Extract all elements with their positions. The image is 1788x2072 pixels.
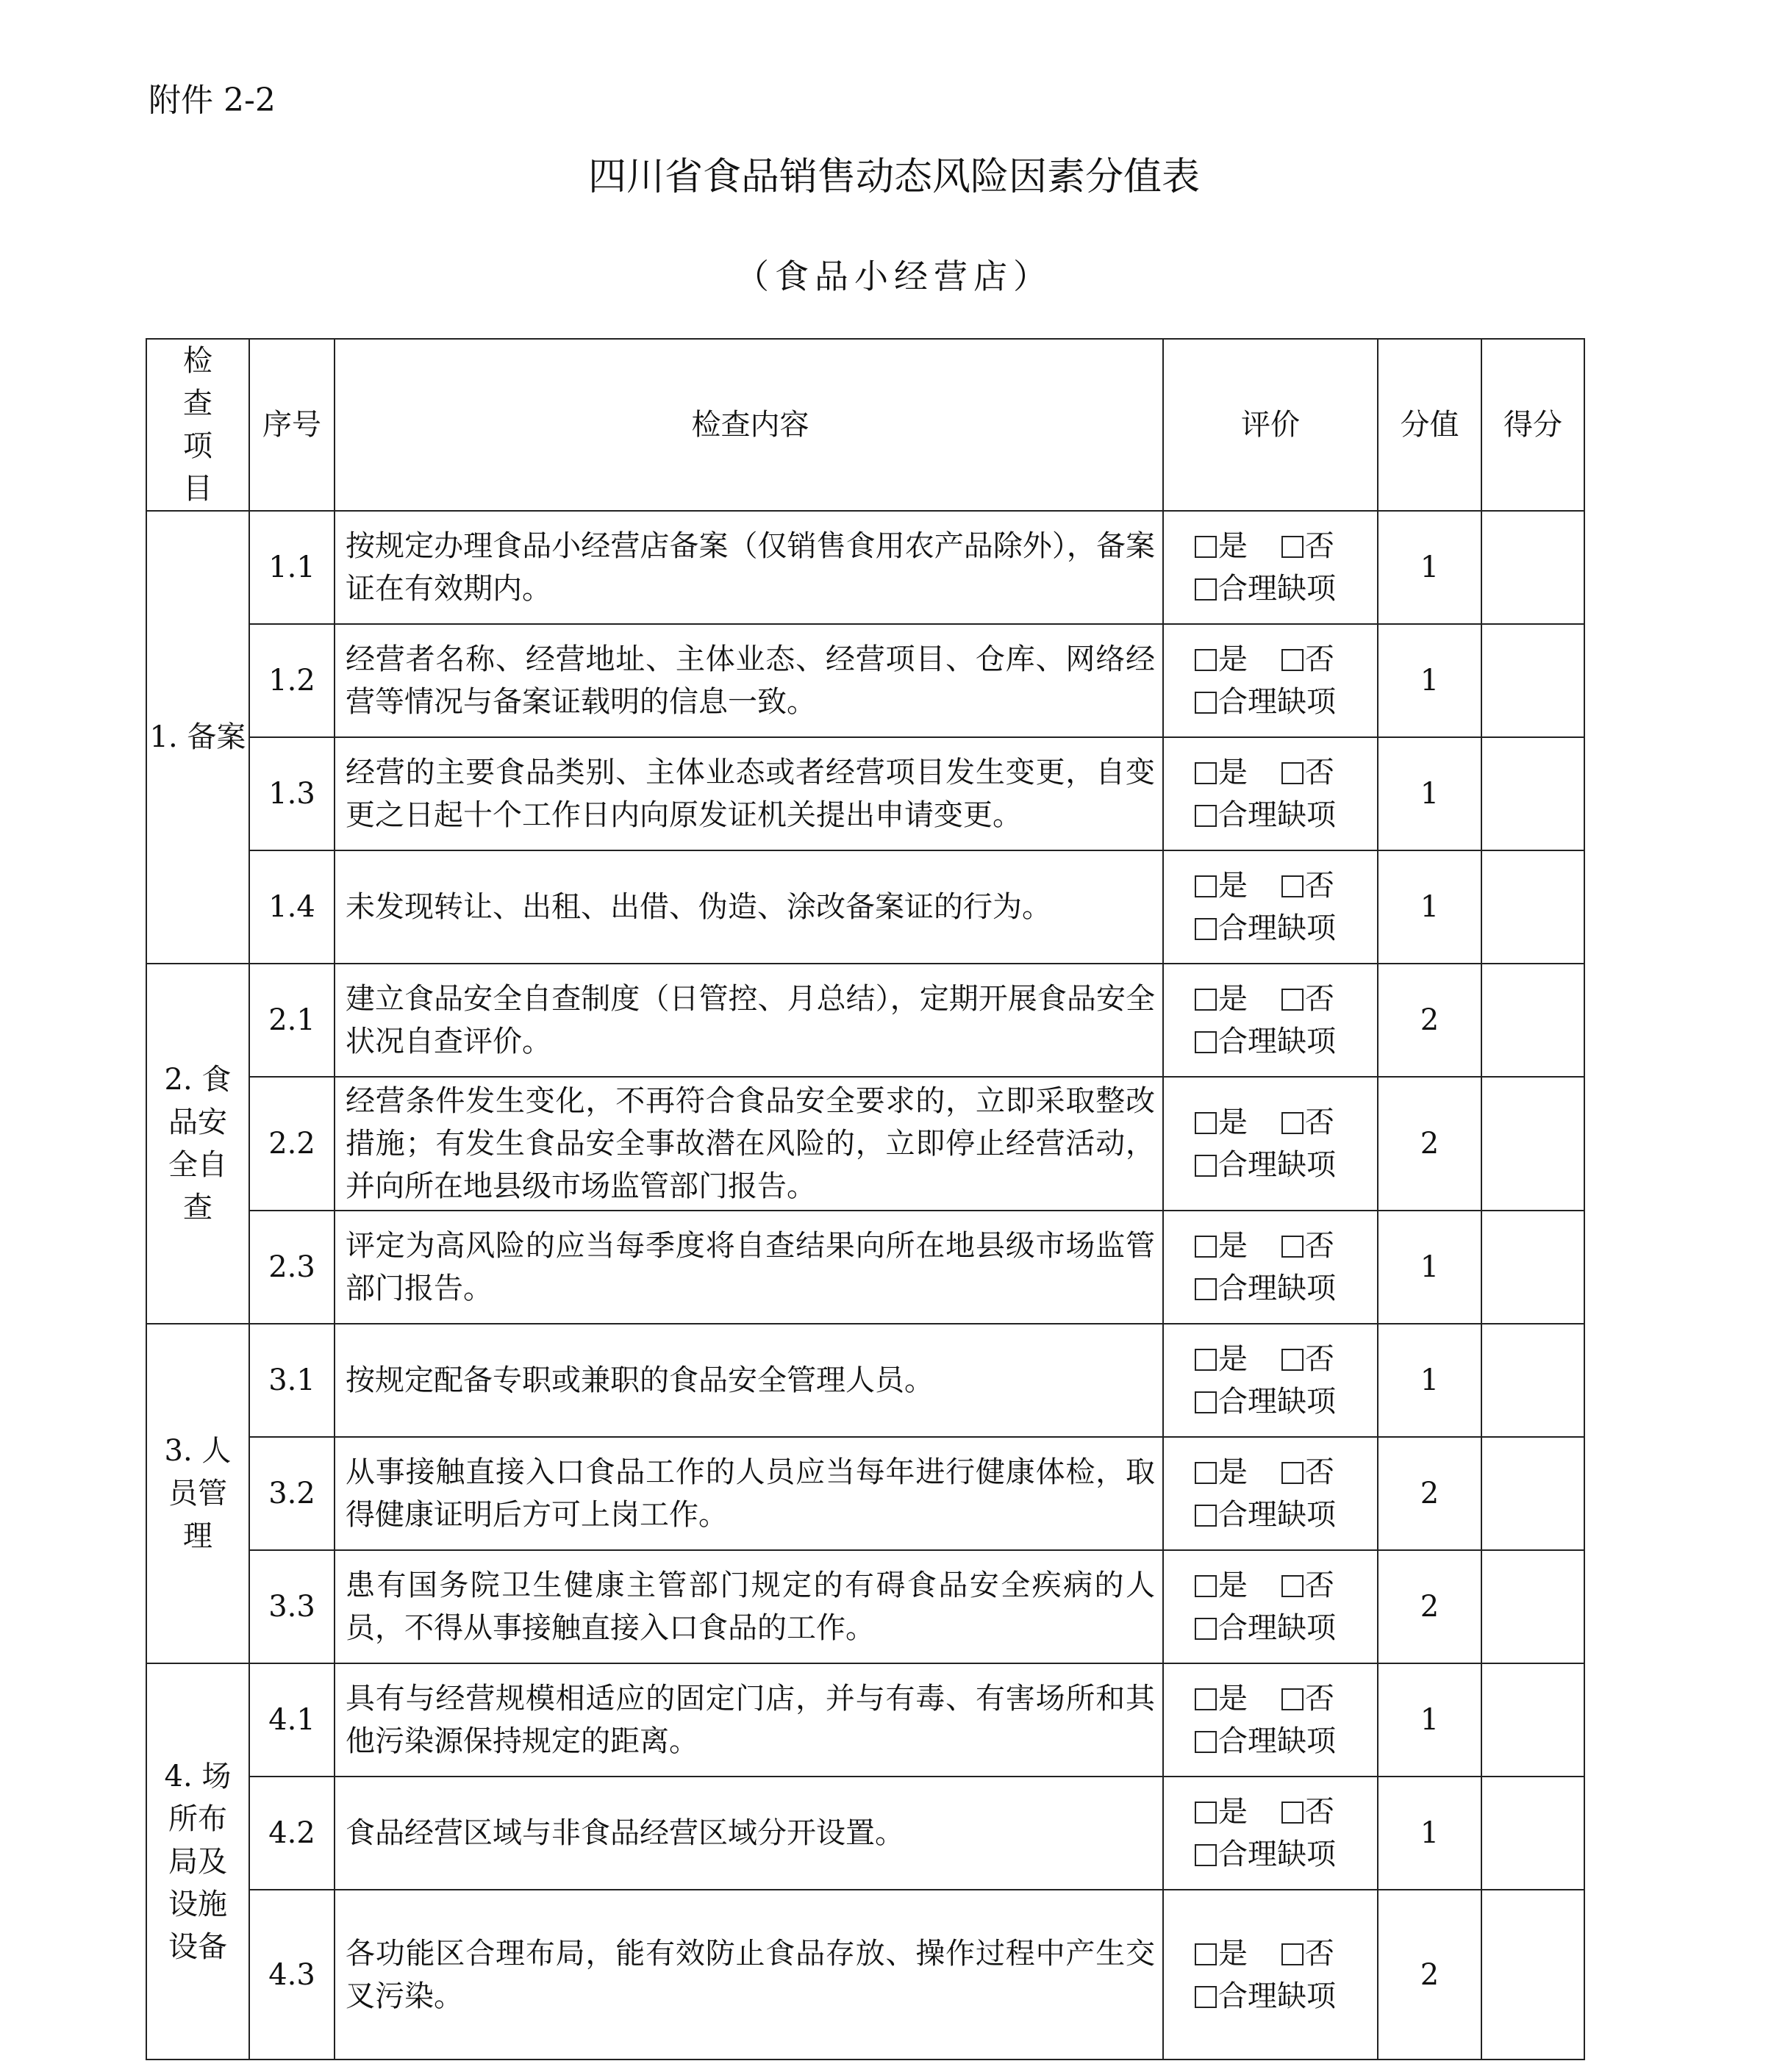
row-content: 患有国务院卫生健康主管部门规定的有碍食品安全疾病的人员，不得从事接触直接入口食品的工作。: [335, 1550, 1163, 1663]
not-applicable-checkbox[interactable]: [1195, 918, 1217, 940]
row-score: 2: [1378, 1890, 1481, 2060]
row-score: 1: [1378, 511, 1481, 624]
no-label: 否: [1305, 529, 1334, 563]
evaluation-cell: [1163, 850, 1378, 964]
evaluation-cell: [1163, 737, 1378, 850]
no-checkbox[interactable]: [1281, 1802, 1304, 1824]
row-score: 2: [1378, 964, 1481, 1077]
row-score: 1: [1378, 1663, 1481, 1777]
row-content: 建立食品安全自查制度（日管控、月总结），定期开展食品安全状况自查评价。: [335, 964, 1163, 1077]
col-header-item: 检查项目: [146, 339, 249, 511]
no-label: 否: [1305, 1569, 1334, 1602]
evaluation-cell: [1163, 1890, 1378, 2060]
evaluation-cell: [1163, 1211, 1378, 1324]
evaluation-cell: [1163, 1550, 1378, 1663]
no-checkbox[interactable]: [1281, 1943, 1304, 1965]
no-label: 否: [1305, 1455, 1334, 1489]
yes-label: 是: [1218, 982, 1248, 1016]
no-label: 否: [1305, 982, 1334, 1016]
row-score: 2: [1378, 1550, 1481, 1663]
row-seq: 4.1: [249, 1663, 335, 1777]
evaluation-cell: [1163, 1663, 1378, 1777]
row-score: 2: [1378, 1077, 1481, 1211]
yes-checkbox[interactable]: [1195, 1943, 1217, 1965]
row-seq: 1.2: [249, 624, 335, 737]
row-seq: 2.2: [249, 1077, 335, 1211]
yes-label: 是: [1218, 1936, 1248, 1971]
col-header-got: 得分: [1481, 339, 1584, 511]
table-row: [146, 1211, 1584, 1324]
yes-checkbox[interactable]: [1195, 1462, 1217, 1484]
no-checkbox[interactable]: [1281, 1349, 1304, 1371]
evaluation-cell: [1163, 1777, 1378, 1890]
score-obtained-cell[interactable]: [1481, 1777, 1584, 1890]
yes-label: 是: [1218, 529, 1248, 563]
page-subtitle: （食品小经营店）: [735, 257, 1053, 296]
evaluation-cell: [1163, 1077, 1378, 1211]
table-row: [146, 1890, 1584, 2060]
evaluation-cell: [1163, 1437, 1378, 1550]
not-applicable-checkbox[interactable]: [1195, 1986, 1217, 2008]
not-applicable-checkbox[interactable]: [1195, 1505, 1217, 1527]
not-applicable-checkbox[interactable]: [1195, 1278, 1217, 1300]
table-row: [146, 1663, 1584, 1777]
row-score: 1: [1378, 737, 1481, 850]
table-row: [146, 1077, 1584, 1211]
attachment-label: 附件 2-2: [149, 82, 276, 119]
yes-checkbox[interactable]: [1195, 536, 1217, 558]
evaluation-cell: [1163, 964, 1378, 1077]
table-body: [146, 511, 1584, 2060]
group-name: 3. 人员管理: [164, 1434, 232, 1553]
group-name: 2. 食品安全自查: [164, 1063, 232, 1225]
not-applicable-checkbox[interactable]: [1195, 578, 1217, 601]
score-obtained-cell[interactable]: [1481, 1437, 1584, 1550]
yes-label: 是: [1218, 1569, 1248, 1602]
not-applicable-label: 合理缺项: [1218, 1611, 1336, 1645]
row-score: 1: [1378, 624, 1481, 737]
row-seq: 2.1: [249, 964, 335, 1077]
row-seq: 1.4: [249, 850, 335, 964]
score-obtained-cell[interactable]: [1481, 1663, 1584, 1777]
not-applicable-checkbox[interactable]: [1195, 692, 1217, 714]
not-applicable-label: 合理缺项: [1218, 1272, 1336, 1305]
yes-checkbox[interactable]: [1195, 1575, 1217, 1597]
no-checkbox[interactable]: [1281, 1462, 1304, 1484]
not-applicable-label: 合理缺项: [1218, 685, 1336, 719]
yes-checkbox[interactable]: [1195, 1112, 1217, 1134]
score-obtained-cell[interactable]: [1481, 1077, 1584, 1211]
evaluation-cell: [1163, 1324, 1378, 1437]
score-obtained-cell[interactable]: [1481, 964, 1584, 1077]
row-seq: 3.3: [249, 1550, 335, 1663]
table-row: [146, 964, 1584, 1077]
group-name: 1. 备案: [149, 720, 246, 754]
evaluation-cell: [1163, 511, 1378, 624]
yes-checkbox[interactable]: [1195, 875, 1217, 897]
score-obtained-cell[interactable]: [1481, 624, 1584, 737]
row-content: 经营的主要食品类别、主体业态或者经营项目发生变更，自变更之日起十个工作日内向原发证机关提出申请变更。: [335, 737, 1163, 850]
yes-checkbox[interactable]: [1195, 1802, 1217, 1824]
yes-label: 是: [1218, 642, 1248, 676]
group-name: 4. 场所布局及设施设备: [164, 1759, 232, 1964]
no-checkbox[interactable]: [1281, 762, 1304, 784]
col-header-eval: 评价: [1163, 339, 1378, 511]
no-checkbox[interactable]: [1281, 1575, 1304, 1597]
no-checkbox[interactable]: [1281, 989, 1304, 1011]
risk-score-table: [146, 338, 1585, 2060]
table-row: [146, 511, 1584, 624]
row-seq: 3.2: [249, 1437, 335, 1550]
no-label: 否: [1305, 1229, 1334, 1263]
not-applicable-label: 合理缺项: [1218, 1385, 1336, 1419]
yes-label: 是: [1218, 1105, 1248, 1139]
yes-label: 是: [1218, 869, 1248, 903]
not-applicable-checkbox[interactable]: [1195, 1844, 1217, 1866]
table-row: [146, 737, 1584, 850]
table-row: [146, 1550, 1584, 1663]
score-obtained-cell[interactable]: [1481, 1211, 1584, 1324]
row-score: 1: [1378, 1777, 1481, 1890]
score-obtained-cell[interactable]: [1481, 1550, 1584, 1663]
not-applicable-label: 合理缺项: [1218, 1025, 1336, 1058]
yes-checkbox[interactable]: [1195, 1688, 1217, 1710]
group-name-cell: [146, 1663, 249, 2060]
row-seq: 1.3: [249, 737, 335, 850]
score-obtained-cell[interactable]: [1481, 737, 1584, 850]
row-score: 2: [1378, 1437, 1481, 1550]
no-label: 否: [1305, 1105, 1334, 1139]
col-header-content: 检查内容: [335, 339, 1163, 511]
yes-label: 是: [1218, 1229, 1248, 1263]
not-applicable-label: 合理缺项: [1218, 798, 1336, 832]
yes-label: 是: [1218, 1795, 1248, 1829]
row-score: 1: [1378, 1211, 1481, 1324]
not-applicable-label: 合理缺项: [1218, 1498, 1336, 1532]
not-applicable-checkbox[interactable]: [1195, 1618, 1217, 1640]
row-seq: 2.3: [249, 1211, 335, 1324]
no-checkbox[interactable]: [1281, 1688, 1304, 1710]
group-name-cell: [146, 1324, 249, 1663]
evaluation-cell: [1163, 624, 1378, 737]
row-content: 按规定配备专职或兼职的食品安全管理人员。: [335, 1324, 1163, 1437]
group-name-cell: [146, 511, 249, 964]
not-applicable-label: 合理缺项: [1218, 572, 1336, 606]
row-score: 1: [1378, 1324, 1481, 1437]
score-obtained-cell[interactable]: [1481, 850, 1584, 964]
table-row: [146, 1437, 1584, 1550]
score-obtained-cell[interactable]: [1481, 1890, 1584, 2060]
yes-checkbox[interactable]: [1195, 762, 1217, 784]
score-obtained-cell[interactable]: [1481, 511, 1584, 624]
row-seq: 3.1: [249, 1324, 335, 1437]
no-label: 否: [1305, 756, 1334, 789]
no-checkbox[interactable]: [1281, 1236, 1304, 1258]
table-row: [146, 1777, 1584, 1890]
no-label: 否: [1305, 869, 1334, 903]
table-header-row: [146, 339, 1584, 511]
not-applicable-checkbox[interactable]: [1195, 1155, 1217, 1177]
not-applicable-label: 合理缺项: [1218, 1838, 1336, 1871]
row-content: 评定为高风险的应当每季度将自查结果向所在地县级市场监管部门报告。: [335, 1211, 1163, 1324]
no-label: 否: [1305, 1682, 1334, 1716]
score-obtained-cell[interactable]: [1481, 1324, 1584, 1437]
yes-label: 是: [1218, 756, 1248, 789]
no-checkbox[interactable]: [1281, 875, 1304, 897]
not-applicable-label: 合理缺项: [1218, 1979, 1336, 2013]
row-content: 从事接触直接入口食品工作的人员应当每年进行健康体检，取得健康证明后方可上岗工作。: [335, 1437, 1163, 1550]
not-applicable-checkbox[interactable]: [1195, 1391, 1217, 1413]
row-seq: 4.3: [249, 1890, 335, 2060]
yes-checkbox[interactable]: [1195, 649, 1217, 671]
no-label: 否: [1305, 1342, 1334, 1376]
row-content: 经营者名称、经营地址、主体业态、经营项目、仓库、网络经营等情况与备案证载明的信息一致。: [335, 624, 1163, 737]
table-row: [146, 624, 1584, 737]
page-title: 四川省食品销售动态风险因素分值表: [587, 155, 1200, 199]
not-applicable-checkbox[interactable]: [1195, 1731, 1217, 1753]
yes-label: 是: [1218, 1682, 1248, 1716]
no-checkbox[interactable]: [1281, 536, 1304, 558]
yes-checkbox[interactable]: [1195, 989, 1217, 1011]
not-applicable-checkbox[interactable]: [1195, 1031, 1217, 1053]
no-label: 否: [1305, 1795, 1334, 1829]
row-content: 经营条件发生变化，不再符合食品安全要求的，立即采取整改措施；有发生食品安全事故潜在风险的，立即停止经营活动，并向所在地县级市场监管部门报告。: [335, 1077, 1163, 1211]
yes-checkbox[interactable]: [1195, 1236, 1217, 1258]
group-name-cell: [146, 964, 249, 1324]
row-seq: 4.2: [249, 1777, 335, 1890]
yes-label: 是: [1218, 1342, 1248, 1376]
no-label: 否: [1305, 1936, 1334, 1971]
not-applicable-label: 合理缺项: [1218, 911, 1336, 945]
not-applicable-label: 合理缺项: [1218, 1724, 1336, 1758]
col-header-score: 分值: [1378, 339, 1481, 511]
not-applicable-label: 合理缺项: [1218, 1148, 1336, 1182]
row-content: 具有与经营规模相适应的固定门店，并与有毒、有害场所和其他污染源保持规定的距离。: [335, 1663, 1163, 1777]
row-content: 食品经营区域与非食品经营区域分开设置。: [335, 1777, 1163, 1890]
table-row: [146, 1324, 1584, 1437]
row-content: 各功能区合理布局，能有效防止食品存放、操作过程中产生交叉污染。: [335, 1890, 1163, 2060]
table-row: [146, 850, 1584, 964]
yes-checkbox[interactable]: [1195, 1349, 1217, 1371]
not-applicable-checkbox[interactable]: [1195, 805, 1217, 827]
yes-label: 是: [1218, 1455, 1248, 1489]
no-checkbox[interactable]: [1281, 1112, 1304, 1134]
row-seq: 1.1: [249, 511, 335, 624]
col-header-seq: 序号: [249, 339, 335, 511]
no-label: 否: [1305, 642, 1334, 676]
row-content: 按规定办理食品小经营店备案（仅销售食用农产品除外），备案证在有效期内。: [335, 511, 1163, 624]
no-checkbox[interactable]: [1281, 649, 1304, 671]
row-score: 1: [1378, 850, 1481, 964]
row-content: 未发现转让、出租、出借、伪造、涂改备案证的行为。: [335, 850, 1163, 964]
